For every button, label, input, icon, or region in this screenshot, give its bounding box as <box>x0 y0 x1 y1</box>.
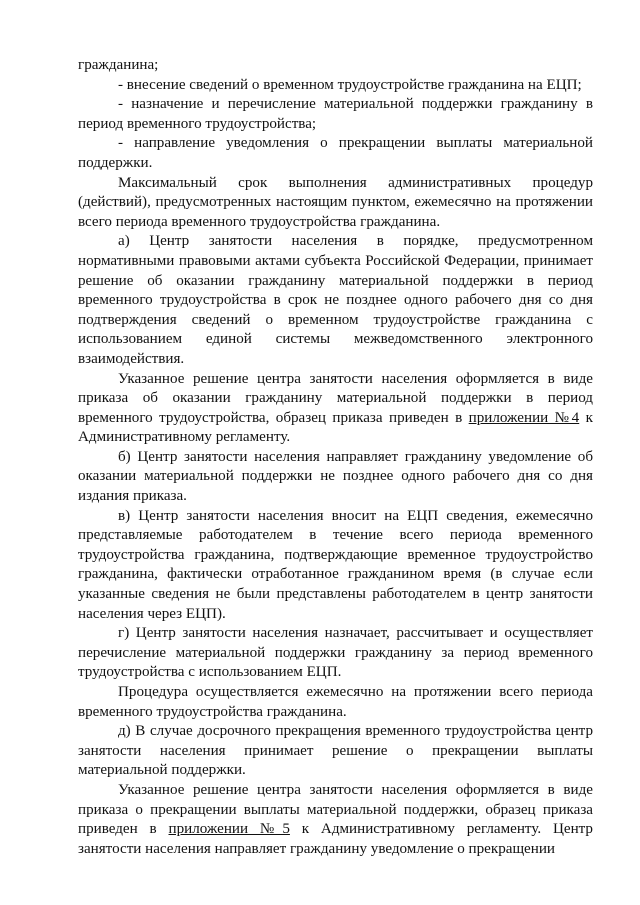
paragraph-1: гражданина; <box>78 57 159 73</box>
paragraph-11: Процедура осуществляется ежемесячно на протяжении всего периода временного трудоустройства гражданина. <box>78 684 593 720</box>
paragraph-6: а) Центр занятости населения в порядке, предусмотренном нормативными правовыми актами субъекта Российской Федерации, принимает решение об оказании гражданину материальной поддержки в период временного трудоустройства в срок не позднее одного рабочего дня со дня подтверждения сведений о временном трудоустройстве гражданина с использованием единой системы межведомственного электронного взаимодействия. <box>78 233 593 367</box>
paragraph-7 <box>78 370 593 448</box>
paragraph-13 <box>78 781 593 859</box>
paragraph-7-text-before: Указанное решение центра занятости населения оформляется в виде приказа об оказании гражданину материальной поддержки в период временного трудоустройства, образец приказа приведен в <box>78 370 593 426</box>
paragraph-4: - направление уведомления о прекращении выплаты материальной поддержки. <box>78 135 593 171</box>
paragraph-5: Максимальный срок выполнения административных процедур (действий), предусмотренных настоящим пунктом, ежемесячно на протяжении всего периода временного трудоустройства гражданина. <box>78 174 593 230</box>
paragraph-8: б) Центр занятости населения направляет гражданину уведомление об оказании материальной поддержки не позднее одного рабочего дня со дня издания приказа. <box>78 448 593 505</box>
paragraph-13-text-before: Указанное решение центра занятости населения оформляется в виде приказа о прекращении выплаты материальной поддержки, образец приказа приведен в <box>78 781 593 838</box>
paragraph-13-text-after: к Административному регламенту. Центр занятости населения направляет гражданину уведомление о прекращении <box>78 821 593 857</box>
paragraph-2: - внесение сведений о временном трудоустройстве гражданина на ЕЦП; <box>118 76 582 93</box>
appendix-5-link[interactable]: приложении №5 <box>168 821 290 838</box>
appendix-4-link[interactable]: приложении №4 <box>468 409 580 426</box>
paragraph-9: в) Центр занятости населения вносит на ЕЦП сведения, ежемесячно представляемые работодателем в течение всего периода временного трудоустройства гражданина, подтверждающие временное трудоустройство гражданина, фактически отработанное гражданином время (в случае если указанные сведения не были представлены работодателем в центр занятости населения через ЕЦП). <box>78 507 593 622</box>
paragraph-10: г) Центр занятости населения назначает, рассчитывает и осуществляет перечисление материальной поддержки гражданину за период временного трудоустройства с использованием ЕЦП. <box>78 625 593 681</box>
paragraph-3: - назначение и перечисление материальной поддержки гражданину в период временного трудоустройства; <box>78 96 593 132</box>
paragraph-7-text-after: к Административному регламенту. <box>78 409 593 446</box>
paragraph-12: д) В случае досрочного прекращения временного трудоустройства центр занятости населения принимает решение о прекращении выплаты материальной поддержки. <box>78 723 593 779</box>
